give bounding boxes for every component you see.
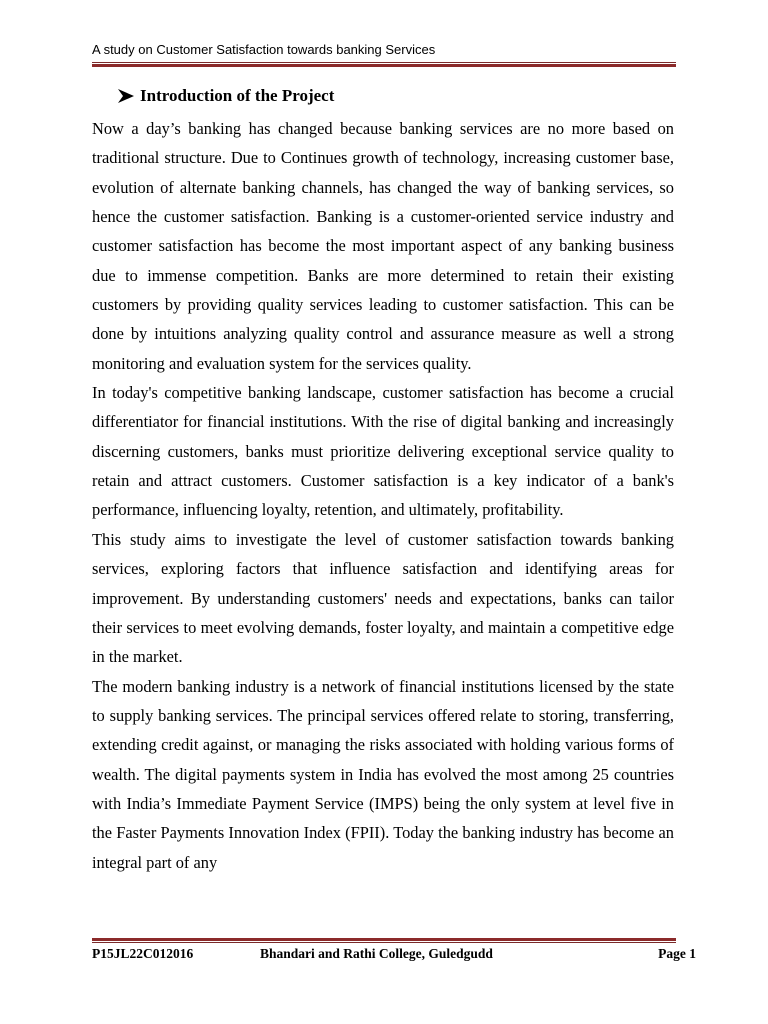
section-heading — [116, 86, 334, 106]
body-text — [92, 114, 674, 877]
header-rule-thin — [92, 62, 676, 63]
arrowhead-bullet-icon — [116, 87, 138, 105]
header-title: A study on Customer Satisfaction towards banking Services — [92, 42, 436, 57]
paragraph-2: In today's competitive banking landscape, customer satisfaction has become a crucial differentiator for financial institutions. With the rise of digital banking and increasingly discerning customers, banks must prioritize delivering exceptional service quality to retain and attract customers. Customer satisfaction is a key indicator of a bank's performance, influencing loyalty, retention, and ultimately, profitability. — [92, 383, 674, 520]
paragraph-1: Now a day’s banking has changed because banking services are no more based on traditional structure. Due to Continues growth of technology, increasing customer base, evolution of alternate banking channels, has changed the way of banking services, so hence the customer satisfaction. Banking is a customer-oriented service industry and customer satisfaction has become the most important aspect of any banking business due to immense competition. Banks are more determined to retain their existing customers by providing quality services leading to customer satisfaction. This can be done by intuitions analyzing quality control and assurance measure as well a strong monitoring and evaluation system for the services quality. — [92, 119, 674, 373]
footer-college: Bhandari and Rathi College, Guledgudd — [260, 946, 493, 961]
footer-text — [92, 946, 696, 966]
paragraph-4: The modern banking industry is a network of financial institutions licensed by the state to supply banking services. The principal services offered relate to storing, transferring, extending credit against, or managing the risks associated with holding various forms of wealth. The digital payments system in India has evolved the most among 25 countries with India’s Immediate Payment Service (IMPS) being the only system at level five in the Faster Payments Innovation Index (FPII). Today the banking industry has become an integral part of any — [92, 676, 674, 872]
footer-page-number: Page 1 — [658, 946, 696, 961]
footer-student-id: P15JL22C012016 — [92, 946, 194, 961]
header-rule-thick — [92, 64, 676, 67]
section-heading-text: Introduction of the Project — [140, 86, 335, 105]
paragraph-3: This study aims to investigate the level of customer satisfaction towards banking services, exploring factors that influence satisfaction and identifying areas for improvement. By understanding customers' needs and expectations, banks can tailor their services to meet evolving demands, foster loyalty, and maintain a competitive edge in the market. — [92, 529, 674, 667]
footer-rule-thin — [92, 942, 676, 943]
footer-rule-thick — [92, 938, 676, 941]
